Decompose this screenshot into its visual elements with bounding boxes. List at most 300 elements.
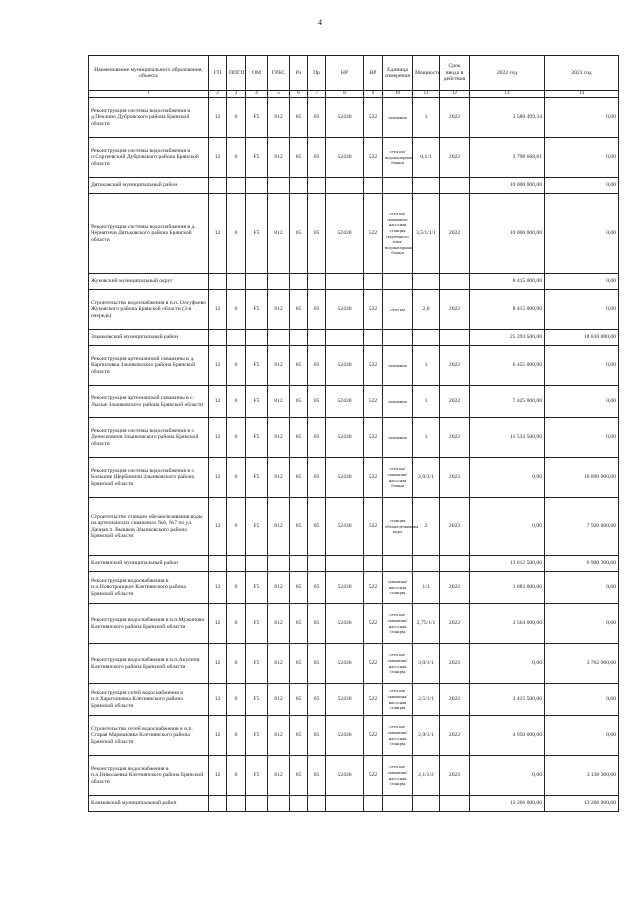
vr-cell: 522 [364, 418, 383, 458]
term-cell: 2023 [440, 756, 470, 796]
grbs-cell: 812 [268, 644, 290, 684]
term-cell: 2022 [440, 290, 470, 330]
nr-cell: 52430 [326, 498, 364, 556]
om-cell: F5 [246, 716, 268, 756]
om-cell: F5 [246, 194, 268, 274]
ppgp-cell [227, 330, 246, 346]
power-cell: 2 [413, 498, 440, 556]
nr-cell: 52430 [326, 716, 364, 756]
om-cell: F5 [246, 644, 268, 684]
amount-2023-cell: 0,00 [545, 290, 619, 330]
ppgp-cell: 0 [227, 194, 246, 274]
rz-cell [290, 178, 308, 194]
amount-2022-cell: 8 415 000,00 [470, 290, 545, 330]
gp-cell: 12 [209, 418, 227, 458]
pr-cell [308, 796, 326, 812]
amount-2022-cell: 25 393 500,00 [470, 330, 545, 346]
object-name-cell: Реконструкция артезианской скважины в д. Карпиловка Злынковского района Брянской области [89, 346, 209, 386]
amount-2022-cell: 3 798 668,61 [470, 138, 545, 178]
header-cell: ОМ [246, 56, 268, 91]
rz-cell [290, 556, 308, 572]
nr-cell: 52430 [326, 684, 364, 716]
gp-cell: 12 [209, 138, 227, 178]
grbs-cell [268, 556, 290, 572]
vr-cell: 522 [364, 458, 383, 498]
nr-cell: 52430 [326, 194, 364, 274]
nr-cell [326, 556, 364, 572]
amount-2023-cell: 0,00 [545, 274, 619, 290]
power-cell: 1 [413, 98, 440, 138]
table-row [89, 458, 619, 498]
grbs-cell: 812 [268, 418, 290, 458]
term-cell: 2022 [440, 418, 470, 458]
district-row [89, 330, 619, 346]
amount-2023-cell: 3 138 300,00 [545, 756, 619, 796]
om-cell: F5 [246, 498, 268, 556]
gp-cell: 12 [209, 346, 227, 386]
pr-cell: 05 [308, 684, 326, 716]
object-name-cell: Реконструкция системы водоснабжения в с. Большие Щербиничи Злынковского района Брянской области [89, 458, 209, 498]
power-cell [413, 178, 440, 194]
amount-2022-cell: 13 266 000,00 [470, 796, 545, 812]
power-cell: 2,1/1/2 [413, 756, 440, 796]
rz-cell: 05 [290, 138, 308, 178]
gp-cell [209, 178, 227, 194]
table-row [89, 418, 619, 458]
pr-cell: 05 [308, 572, 326, 604]
table-row [89, 290, 619, 330]
amount-2022-cell: 6 455 000,00 [470, 346, 545, 386]
unit-cell: сети км/скважина/насосная станция [383, 604, 413, 644]
district-row [89, 556, 619, 572]
unit-cell: скважина [383, 98, 413, 138]
header-cell: Единица измерения [383, 56, 413, 91]
column-number: 8 [326, 91, 364, 98]
grbs-cell: 812 [268, 346, 290, 386]
gp-cell: 12 [209, 290, 227, 330]
unit-cell: станция обезжелезивания воды [383, 498, 413, 556]
column-number: 4 [246, 91, 268, 98]
grbs-cell: 812 [268, 194, 290, 274]
vr-cell: 522 [364, 572, 383, 604]
object-name-cell: Реконструкция водоснабжения в н.п.Николаевка Клетнянского района Брянской области [89, 756, 209, 796]
grbs-cell: 812 [268, 572, 290, 604]
nr-cell [326, 178, 364, 194]
rz-cell: 05 [290, 498, 308, 556]
vr-cell [364, 330, 383, 346]
amount-2022-cell: 10 000 000,00 [470, 194, 545, 274]
table-row [89, 756, 619, 796]
grbs-cell: 812 [268, 458, 290, 498]
table-row [89, 716, 619, 756]
amount-2022-cell: 3 564 000,00 [470, 604, 545, 644]
table-row [89, 138, 619, 178]
vr-cell: 522 [364, 498, 383, 556]
unit-cell [383, 796, 413, 812]
district-row [89, 274, 619, 290]
gp-cell: 12 [209, 716, 227, 756]
district-name-cell: Жуковский муниципальный округ [89, 274, 209, 290]
rz-cell: 05 [290, 716, 308, 756]
nr-cell: 52430 [326, 604, 364, 644]
pr-cell [308, 274, 326, 290]
table-row [89, 498, 619, 556]
grbs-cell: 812 [268, 98, 290, 138]
object-name-cell: Строительство станции обезжелезивания воды на артезианских скважинах №6, №7 по ул. Дачная п. Вышков Злынковского района Брянской области [89, 498, 209, 556]
term-cell: 2022 [440, 98, 470, 138]
object-name-cell: Реконструкция сетей водоснабжения в н.п.Харитоновка Клетнянского района Брянской области [89, 684, 209, 716]
pr-cell [308, 330, 326, 346]
unit-cell: сети км/скважина/насосная станция [383, 716, 413, 756]
pr-cell: 05 [308, 386, 326, 418]
vr-cell: 522 [364, 644, 383, 684]
nr-cell [326, 796, 364, 812]
gp-cell [209, 796, 227, 812]
amount-2022-cell: 3 415 500,00 [470, 684, 545, 716]
gp-cell: 12 [209, 498, 227, 556]
grbs-cell: 812 [268, 716, 290, 756]
om-cell: F5 [246, 346, 268, 386]
unit-cell: сети км/водонапорная башня [383, 138, 413, 178]
column-number: 7 [308, 91, 326, 98]
column-number: 3 [227, 91, 246, 98]
nr-cell [326, 274, 364, 290]
gp-cell: 12 [209, 684, 227, 716]
grbs-cell: 812 [268, 498, 290, 556]
column-number: 14 [545, 91, 619, 98]
amount-2023-cell: 7 920 000,00 [545, 498, 619, 556]
vr-cell: 522 [364, 716, 383, 756]
power-cell [413, 796, 440, 812]
om-cell: F5 [246, 418, 268, 458]
header-cell: 2023 год [545, 56, 619, 91]
rz-cell: 05 [290, 194, 308, 274]
power-cell: 3,0/1/1 [413, 644, 440, 684]
table-header-row [89, 56, 619, 91]
amount-2022-cell: 10 000 000,00 [470, 178, 545, 194]
header-cell: 2022 год [470, 56, 545, 91]
object-name-cell: Реконструкция артезианской скважины в с. Лысые Злынковского района Брянской области [89, 386, 209, 418]
column-number: 13 [470, 91, 545, 98]
unit-cell [383, 178, 413, 194]
table-body [89, 98, 619, 812]
om-cell [246, 178, 268, 194]
gp-cell: 12 [209, 458, 227, 498]
ppgp-cell [227, 556, 246, 572]
pr-cell: 05 [308, 644, 326, 684]
nr-cell: 52430 [326, 138, 364, 178]
table-row [89, 194, 619, 274]
nr-cell: 52430 [326, 644, 364, 684]
term-cell: 2023 [440, 458, 470, 498]
ppgp-cell: 0 [227, 644, 246, 684]
om-cell [246, 274, 268, 290]
amount-2023-cell: 0,00 [545, 386, 619, 418]
unit-cell: скважина [383, 346, 413, 386]
column-number: 1 [89, 91, 209, 98]
power-cell [413, 330, 440, 346]
header-cell: Мощность [413, 56, 440, 91]
column-number: 12 [440, 91, 470, 98]
pr-cell: 05 [308, 138, 326, 178]
rz-cell [290, 330, 308, 346]
header-cell: Срок ввода в действия [440, 56, 470, 91]
amount-2022-cell: 13 612 500,00 [470, 556, 545, 572]
pr-cell: 05 [308, 290, 326, 330]
power-cell: 2,0 [413, 290, 440, 330]
gp-cell [209, 330, 227, 346]
amount-2023-cell: 0,00 [545, 418, 619, 458]
amount-2022-cell: 0,00 [470, 756, 545, 796]
object-name-cell: Реконструкция системы водоснабжения в п.Сергеевский Дубровского района Брянской области [89, 138, 209, 178]
unit-cell: сети км [383, 290, 413, 330]
header-cell: ППГП [227, 56, 246, 91]
ppgp-cell: 0 [227, 458, 246, 498]
amount-2023-cell: 0,00 [545, 716, 619, 756]
grbs-cell: 812 [268, 684, 290, 716]
district-name-cell: Дятьковский муниципальный район [89, 178, 209, 194]
amount-2022-cell: 7 425 000,00 [470, 386, 545, 418]
amount-2023-cell: 0,00 [545, 194, 619, 274]
unit-cell: сети км/скважина/насосная станция [383, 756, 413, 796]
column-number: 6 [290, 91, 308, 98]
ppgp-cell: 0 [227, 756, 246, 796]
amount-2022-cell: 8 415 000,00 [470, 274, 545, 290]
term-cell: 2022 [440, 716, 470, 756]
header-cell: ГРБС [268, 56, 290, 91]
budget-table [88, 55, 619, 812]
column-number: 9 [364, 91, 383, 98]
ppgp-cell: 0 [227, 572, 246, 604]
vr-cell: 522 [364, 346, 383, 386]
amount-2022-cell: 0,00 [470, 644, 545, 684]
power-cell: 2,75/1/1 [413, 604, 440, 644]
object-name-cell: Строительство сетей водоснабжения в н.п. Старая Мармазовка Клетнянского района Брянской области [89, 716, 209, 756]
district-row [89, 796, 619, 812]
unit-cell: сети км/скважина/насосная станция [383, 644, 413, 684]
grbs-cell: 812 [268, 604, 290, 644]
nr-cell: 52430 [326, 290, 364, 330]
amount-2022-cell: 0,00 [470, 498, 545, 556]
header-cell: Пр [308, 56, 326, 91]
nr-cell: 52430 [326, 572, 364, 604]
om-cell: F5 [246, 458, 268, 498]
om-cell: F5 [246, 684, 268, 716]
pr-cell: 05 [308, 716, 326, 756]
om-cell: F5 [246, 604, 268, 644]
pr-cell: 05 [308, 346, 326, 386]
column-number: 5 [268, 91, 290, 98]
gp-cell: 12 [209, 644, 227, 684]
amount-2023-cell: 0,00 [545, 346, 619, 386]
unit-cell: сети км/скважина/насосная башня [383, 458, 413, 498]
rz-cell [290, 796, 308, 812]
header-cell: ВР [364, 56, 383, 91]
term-cell: 2023 [440, 644, 470, 684]
ppgp-cell [227, 178, 246, 194]
vr-cell [364, 796, 383, 812]
column-number: 2 [209, 91, 227, 98]
power-cell: 1 [413, 346, 440, 386]
page-number: 4 [318, 18, 322, 27]
vr-cell [364, 274, 383, 290]
term-cell: 2022 [440, 138, 470, 178]
object-name-cell: Реконструкция водоснабжения в н.п.Акуличи Клетнянского района Брянской области [89, 644, 209, 684]
table-row [89, 604, 619, 644]
ppgp-cell: 0 [227, 346, 246, 386]
rz-cell: 05 [290, 572, 308, 604]
term-cell: 2022 [440, 604, 470, 644]
table-row [89, 572, 619, 604]
table-row [89, 644, 619, 684]
rz-cell: 05 [290, 458, 308, 498]
power-cell: 1 [413, 386, 440, 418]
vr-cell [364, 556, 383, 572]
amount-2023-cell: 0,00 [545, 98, 619, 138]
nr-cell: 52430 [326, 346, 364, 386]
amount-2023-cell: 0,00 [545, 572, 619, 604]
ppgp-cell: 0 [227, 716, 246, 756]
pr-cell: 05 [308, 458, 326, 498]
object-name-cell: Строительство водоснабжения в н.п. Олсуфьево Жуковского района Брянской области (3-я очередь) [89, 290, 209, 330]
pr-cell: 05 [308, 756, 326, 796]
district-row [89, 178, 619, 194]
gp-cell: 12 [209, 194, 227, 274]
object-name-cell: Реконструкция водоснабжения в н.п.Новотроицкое Клетнянского района Брянской области [89, 572, 209, 604]
vr-cell: 522 [364, 604, 383, 644]
power-cell: 1 [413, 418, 440, 458]
term-cell [440, 178, 470, 194]
grbs-cell: 812 [268, 756, 290, 796]
amount-2023-cell: 6 900 300,00 [545, 556, 619, 572]
unit-cell: скважина [383, 386, 413, 418]
amount-2023-cell: 13 266 000,00 [545, 796, 619, 812]
vr-cell: 522 [364, 194, 383, 274]
term-cell: 2022 [440, 346, 470, 386]
table-row [89, 346, 619, 386]
unit-cell [383, 556, 413, 572]
vr-cell: 522 [364, 290, 383, 330]
power-cell: 1/1 [413, 572, 440, 604]
table-row [89, 98, 619, 138]
amount-2023-cell: 3 762 000,00 [545, 644, 619, 684]
amount-2023-cell: 0,00 [545, 684, 619, 716]
grbs-cell: 812 [268, 386, 290, 418]
ppgp-cell: 0 [227, 604, 246, 644]
pr-cell: 05 [308, 194, 326, 274]
power-cell [413, 274, 440, 290]
amount-2022-cell: 3 580 499,34 [470, 98, 545, 138]
ppgp-cell [227, 796, 246, 812]
grbs-cell: 812 [268, 138, 290, 178]
ppgp-cell: 0 [227, 498, 246, 556]
term-cell [440, 556, 470, 572]
rz-cell: 05 [290, 290, 308, 330]
om-cell: F5 [246, 98, 268, 138]
rz-cell: 05 [290, 98, 308, 138]
gp-cell [209, 556, 227, 572]
term-cell [440, 796, 470, 812]
term-cell: 2023 [440, 498, 470, 556]
column-number: 11 [413, 91, 440, 98]
table-row [89, 386, 619, 418]
unit-cell: сети км/скважина/насосная станция [383, 684, 413, 716]
term-cell: 2022 [440, 572, 470, 604]
amount-2022-cell: 0,00 [470, 458, 545, 498]
header-cell: Наименование муниципального образования, объекта [89, 56, 209, 91]
term-cell [440, 330, 470, 346]
unit-cell: скважина/насосная станция [383, 572, 413, 604]
ppgp-cell: 0 [227, 386, 246, 418]
om-cell: F5 [246, 290, 268, 330]
vr-cell [364, 178, 383, 194]
amount-2023-cell: 10 890 000,00 [545, 458, 619, 498]
object-name-cell: Реконструкция системы водоснабжения в д.Пеклино Дубровского района Брянской области [89, 98, 209, 138]
amount-2023-cell: 0,00 [545, 604, 619, 644]
term-cell: 2022 [440, 194, 470, 274]
om-cell [246, 330, 268, 346]
pr-cell [308, 178, 326, 194]
gp-cell: 12 [209, 386, 227, 418]
unit-cell [383, 274, 413, 290]
vr-cell: 522 [364, 756, 383, 796]
om-cell: F5 [246, 386, 268, 418]
vr-cell: 522 [364, 98, 383, 138]
gp-cell [209, 274, 227, 290]
gp-cell: 12 [209, 572, 227, 604]
district-name-cell: Злынковский муниципальный район [89, 330, 209, 346]
pr-cell: 05 [308, 604, 326, 644]
unit-cell: сети км/скважины/насосная станция подземного типа/водонапорная башня [383, 194, 413, 274]
om-cell: F5 [246, 756, 268, 796]
pr-cell: 05 [308, 98, 326, 138]
power-cell [413, 556, 440, 572]
ppgp-cell: 0 [227, 418, 246, 458]
pr-cell [308, 556, 326, 572]
amount-2022-cell: 4 950 000,00 [470, 716, 545, 756]
grbs-cell [268, 274, 290, 290]
district-name-cell: Клетнянский муниципальный район [89, 556, 209, 572]
amount-2023-cell: 0,00 [545, 138, 619, 178]
header-cell: Рз [290, 56, 308, 91]
header-cell: НР [326, 56, 364, 91]
rz-cell: 05 [290, 386, 308, 418]
term-cell [440, 274, 470, 290]
ppgp-cell: 0 [227, 684, 246, 716]
ppgp-cell: 0 [227, 98, 246, 138]
object-name-cell: Реконструкция системы водоснабжения в д. Чернятичи Дятьковского района Брянской области [89, 194, 209, 274]
object-name-cell: Реконструкция водоснабжения в н.п.Мужиново Клетнянского района Брянской области [89, 604, 209, 644]
column-number: 10 [383, 91, 413, 98]
amount-2023-cell: 0,00 [545, 178, 619, 194]
district-name-cell: Климовский муниципальный район [89, 796, 209, 812]
power-cell: 2,9/1/1 [413, 716, 440, 756]
om-cell: F5 [246, 572, 268, 604]
rz-cell: 05 [290, 756, 308, 796]
power-cell: 3,5/1/1/1 [413, 194, 440, 274]
rz-cell: 05 [290, 604, 308, 644]
pr-cell: 05 [308, 418, 326, 458]
gp-cell: 12 [209, 756, 227, 796]
power-cell: 2,0/3/1 [413, 458, 440, 498]
rz-cell: 05 [290, 346, 308, 386]
rz-cell: 05 [290, 684, 308, 716]
grbs-cell [268, 330, 290, 346]
ppgp-cell [227, 274, 246, 290]
gp-cell: 12 [209, 98, 227, 138]
term-cell: 2022 [440, 684, 470, 716]
nr-cell: 52430 [326, 458, 364, 498]
